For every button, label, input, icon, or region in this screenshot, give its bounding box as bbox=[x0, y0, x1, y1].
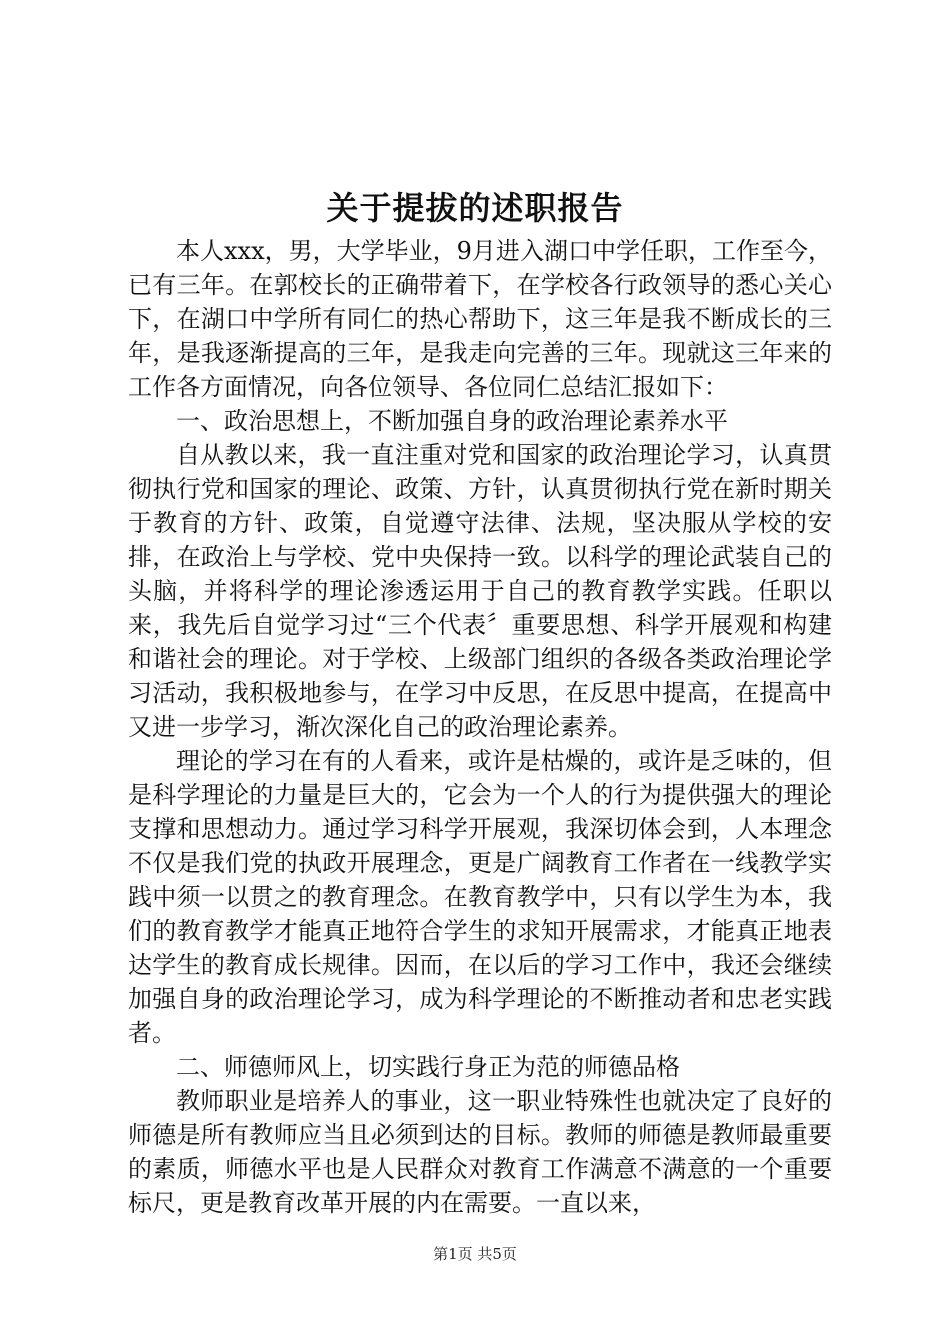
paragraph-teacher-ethics: 教师职业是培养人的事业，这一职业特殊性也就决定了良好的师德是所有教师应当且必须到达的目标。教师的师德是教师最重要的素质，师德水平也是人民群众对教育工作满意不满意的一个重要标尺，更是教育改革开展的内在需要。一直以来， bbox=[128, 1087, 832, 1217]
document-body bbox=[128, 234, 832, 1220]
document-title: 关于提拔的述职报告 bbox=[326, 189, 624, 227]
section-heading-ethics: 二、师德师风上，切实践行身正为范的师德品格 bbox=[176, 1053, 680, 1081]
paragraph-intro: 本人xxx，男，大学毕业，9月进入湖口中学任职，工作至今，已有三年。在郭校长的正确带着下，在学校各行政领导的悉心关心下，在湖口中学所有同仁的热心帮助下，这三年是我不断成长的三年，是我逐渐提高的三年，是我走向完善的三年。现就这三年来的工作各方面情况，向各位领导、各位同仁总结汇报如下： bbox=[128, 237, 832, 401]
paragraph-theory-value: 理论的学习在有的人看来，或许是枯燥的，或许是乏味的，但是科学理论的力量是巨大的，它会为一个人的行为提供强大的理论支撑和思想动力。通过学习科学开展观，我深切体会到，人本理念不仅是我们党的执政开展理念，更是广阔教育工作者在一线教学实践中须一以贯之的教育理念。在教育教学中，只有以学生为本，我们的教育教学才能真正地符合学生的求知开展需求，才能真正地表达学生的教育成长规律。因而，在以后的学习工作中，我还会继续加强自身的政治理论学习，成为科学理论的不断推动者和忠老实践者。 bbox=[128, 747, 832, 1047]
section-heading-politics: 一、政治思想上，不断加强自身的政治理论素养水平 bbox=[176, 407, 728, 435]
page-number-footer: 第1页 共5页 bbox=[433, 1245, 517, 1263]
paragraph-politics-study: 自从教以来，我一直注重对党和国家的政治理论学习，认真贯彻执行党和国家的理论、政策、方针，认真贯彻执行党在新时期关于教育的方针、政策，自觉遵守法律、法规，坚决服从学校的安排，在政治上与学校、党中央保持一致。以科学的理论武装自己的头脑，并将科学的理论渗透运用于自己的教育教学实践。任职以来，我先后自觉学习过“三个代表〞重要思想、科学开展观和构建和谐社会的理论。对于学校、上级部门组织的各级各类政治理论学习活动，我积极地参与，在学习中反思，在反思中提高，在提高中又进一步学习，渐次深化自己的政治理论素养。 bbox=[128, 441, 832, 741]
